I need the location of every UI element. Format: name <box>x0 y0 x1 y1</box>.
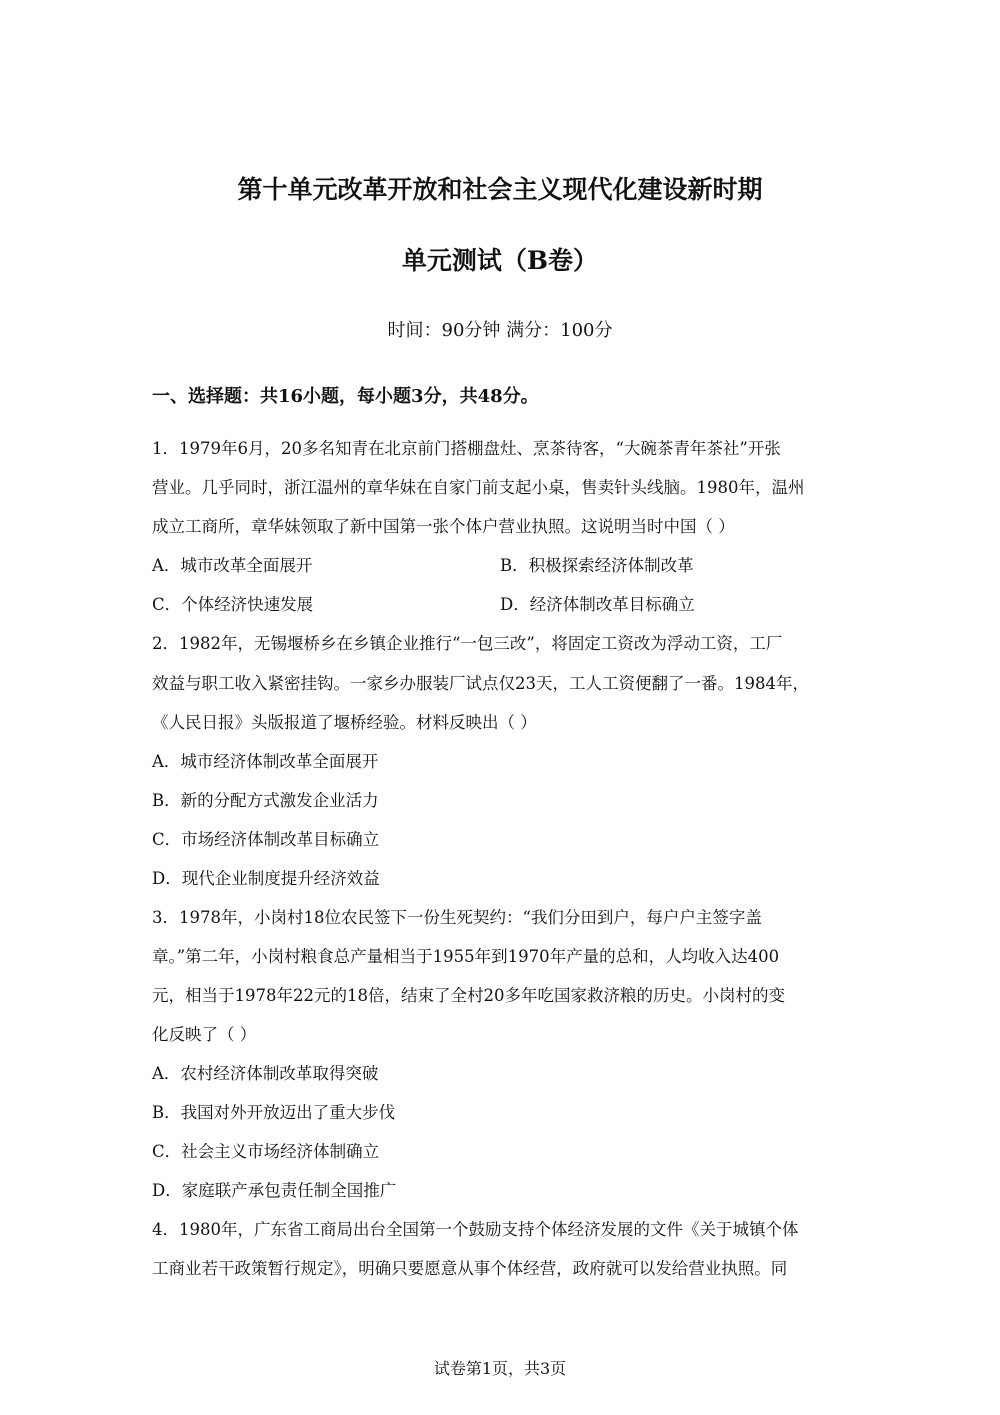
option-c: C．个体经济快速发展 <box>152 595 314 614</box>
question-text-line: 效益与职工收入紧密挂钩。一家乡办服装厂试点仅23天，工人工资便翻了一番。1984年， <box>152 674 809 693</box>
option-b: B．我国对外开放迈出了重大步伐 <box>152 1103 396 1122</box>
question-text-line: 化反映了（ ） <box>152 1025 257 1044</box>
option-a: A．城市经济体制改革全面展开 <box>152 752 379 771</box>
option-a: A．城市改革全面展开 <box>152 556 313 575</box>
question-text-line: 营业。几乎同时，浙江温州的章华妹在自家门前支起小桌，售卖针头线脑。1980年，温州 <box>152 478 805 497</box>
exam-title: 第十单元改革开放和社会主义现代化建设新时期 <box>237 175 763 204</box>
question-text-line: 3．1978年，小岗村18位农民签下一份生死契约：“我们分田到户，每户户主签字盖 <box>152 908 762 927</box>
question-text-line: 2．1982年，无锡堰桥乡在乡镇企业推行“一包三改”，将固定工资改为浮动工资，工厂 <box>152 634 783 653</box>
option-b: B．新的分配方式激发企业活力 <box>152 791 379 810</box>
option-c: C．社会主义市场经济体制确立 <box>152 1142 380 1161</box>
option-c: C．市场经济体制改革目标确立 <box>152 830 380 849</box>
option-b: B．积极探索经济体制改革 <box>500 556 694 575</box>
option-d: D．经济体制改革目标确立 <box>500 595 695 614</box>
option-a: A．农村经济体制改革取得突破 <box>152 1064 379 1083</box>
question-text-line: 1．1979年6月，20多名知青在北京前门搭棚盘灶、烹茶待客，“大碗茶青年茶社”开张 <box>152 439 781 458</box>
question-text-line: 章。”第二年，小岗村粮食总产量相当于1955年到1970年产量的总和，人均收入达400 <box>152 947 780 966</box>
page-footer: 试卷第1页，共3页 <box>433 1359 567 1378</box>
question-text-line: 元，相当于1978年22元的18倍，结束了全村20多年吃国家救济粮的历史。小岗村的变 <box>152 986 785 1005</box>
question-text-line: 《人民日报》头版报道了堰桥经验。材料反映出（ ） <box>152 713 537 732</box>
question-text-line: 成立工商所，章华妹领取了新中国第一张个体户营业执照。这说明当时中国（ ） <box>152 517 735 536</box>
exam-subtitle: 单元测试（B卷） <box>401 246 599 275</box>
section-heading: 一、选择题：共16小题，每小题3分，共48分。 <box>152 386 539 407</box>
time-score-info: 时间：90分钟 满分：100分 <box>387 320 613 341</box>
question-text-line: 工商业若干政策暂行规定》，明确只要愿意从事个体经营，政府就可以发给营业执照。同 <box>152 1259 788 1278</box>
question-text-line: 4．1980年，广东省工商局出台全国第一个鼓励支持个体经济发展的文件《关于城镇个体 <box>152 1220 799 1239</box>
option-d: D．现代企业制度提升经济效益 <box>152 869 380 888</box>
option-d: D．家庭联产承包责任制全国推广 <box>152 1181 397 1200</box>
